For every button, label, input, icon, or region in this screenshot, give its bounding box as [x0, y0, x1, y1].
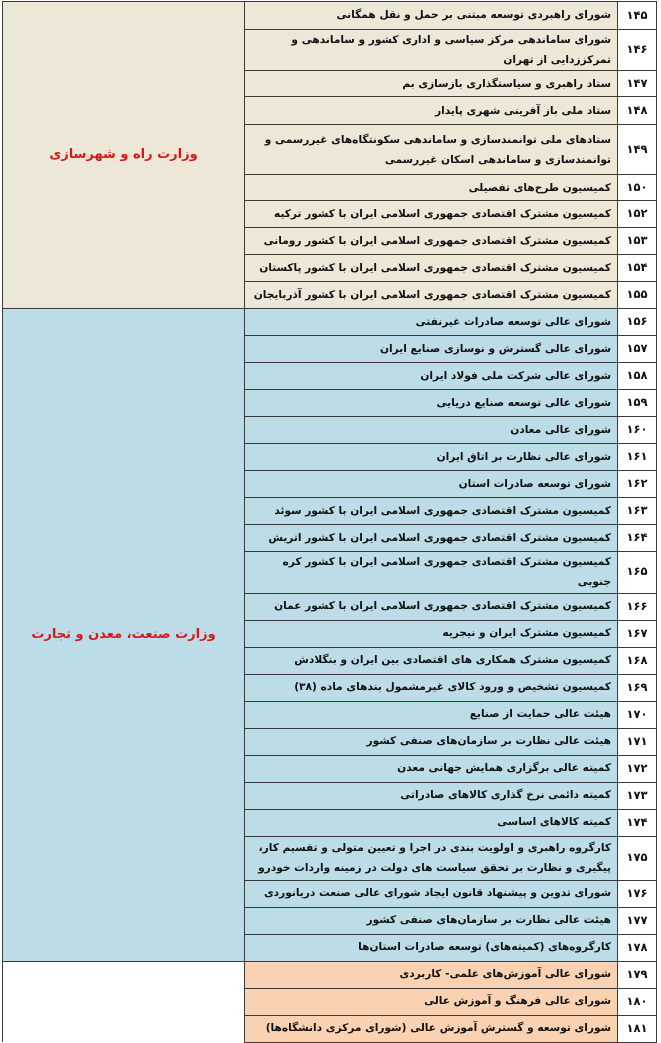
- row-number: ۱۸۰: [618, 988, 657, 1015]
- council-title: کمیسیون مشترک اقتصادی جمهوری اسلامی ایران با کشور عمان: [245, 593, 618, 620]
- council-title: کمیسیون مشترک اقتصادی جمهوری اسلامی ایران با کشور کره جنوبی: [245, 552, 618, 593]
- row-number: ۱۷۴: [618, 809, 657, 836]
- council-title: شورای عالی شرکت ملی فولاد ایران: [245, 363, 618, 390]
- council-title: شورای توسعه صادرات استان: [245, 471, 618, 498]
- council-title: ستادهای ملی توانمندسازی و ساماندهی سکونتگاه‌های غیررسمی و توانمندسازی و ساماندهی اسکان غیررسمی: [245, 125, 618, 175]
- row-number: ۱۵۰: [618, 175, 657, 201]
- row-number: ۱۵۷: [618, 336, 657, 363]
- council-title: کمیته کالاهای اساسی: [245, 809, 618, 836]
- council-title: کارگروه راهبری و اولویت بندی در اجرا و تعیین متولی و تقسیم کار، پیگیری و نظارت بر تحقق سیاست های دولت در زمینه واردات خودرو: [245, 836, 618, 880]
- row-number: ۱۶۵: [618, 552, 657, 593]
- ministry-name: وزارت راه و شهرسازی: [3, 2, 245, 309]
- table-container: [2, 1, 657, 1043]
- row-number: ۱۶۴: [618, 525, 657, 552]
- table-row: [3, 2, 657, 30]
- row-number: ۱۶۷: [618, 620, 657, 647]
- row-number: ۱۷۸: [618, 934, 657, 961]
- council-title: شورای عالی نظارت بر اتاق ایران: [245, 444, 618, 471]
- council-title: کمیسیون مشترک اقتصادی جمهوری اسلامی ایران با کشور پاکستان: [245, 255, 618, 282]
- council-title: شورای عالی گسترش و نوسازی صنایع ایران: [245, 336, 618, 363]
- council-title: هیئت عالی حمایت از صنایع: [245, 701, 618, 728]
- councils-table: [2, 1, 657, 1043]
- council-title: شورای راهبردی توسعه مبتنی بر حمل و نقل همگانی: [245, 2, 618, 30]
- row-number: ۱۵۹: [618, 390, 657, 417]
- row-number: ۱۴۸: [618, 97, 657, 125]
- council-title: شورای عالی فرهنگ و آموزش عالی: [245, 988, 618, 1015]
- row-number: ۱۷۱: [618, 728, 657, 755]
- row-number: ۱۵۴: [618, 255, 657, 282]
- council-title: کمیته دائمی نرخ گذاری کالاهای صادراتی: [245, 782, 618, 809]
- council-title: کارگروه‌های (کمیته‌های) توسعه صادرات استان‌ها: [245, 934, 618, 961]
- council-title: هیئت عالی نظارت بر سازمان‌های صنفی کشور: [245, 728, 618, 755]
- row-number: ۱۵۳: [618, 228, 657, 255]
- council-title: کمیته عالی برگزاری همایش جهانی معدن: [245, 755, 618, 782]
- council-title: شورای عالی معادن: [245, 417, 618, 444]
- row-number: ۱۷۹: [618, 961, 657, 988]
- council-title: شورای عالی آموزش‌های علمی- کاربردی: [245, 961, 618, 988]
- row-number: ۱۷۳: [618, 782, 657, 809]
- row-number: ۱۷۷: [618, 907, 657, 934]
- ministry-name: وزارت صنعت، معدن و تجارت: [3, 309, 245, 961]
- row-number: ۱۴۵: [618, 2, 657, 30]
- council-title: شورای عالی توسعه صنایع دریایی: [245, 390, 618, 417]
- ministry-name: [3, 961, 245, 1042]
- council-title: ستاد راهبری و سیاستگذاری بازسازی بم: [245, 71, 618, 97]
- council-title: کمیسیون مشترک اقتصادی جمهوری اسلامی ایران با کشور رومانی: [245, 228, 618, 255]
- row-number: ۱۵۲: [618, 201, 657, 228]
- council-title: شورای توسعه و گسترش آموزش عالی (شورای مرکزی دانشگاه‌ها): [245, 1015, 618, 1042]
- row-number: ۱۶۸: [618, 647, 657, 674]
- council-title: کمیسیون مشترک اقتصادی جمهوری اسلامی ایران با کشور سوئد: [245, 498, 618, 525]
- council-title: کمیسیون طرح‌های تفصیلی: [245, 175, 618, 201]
- council-title: هیئت عالی نظارت بر سازمان‌های صنفی کشور: [245, 907, 618, 934]
- row-number: ۱۶۲: [618, 471, 657, 498]
- row-number: ۱۷۲: [618, 755, 657, 782]
- council-title: کمیسیون مشترک اقتصادی جمهوری اسلامی ایران با کشور ترکیه: [245, 201, 618, 228]
- row-number: ۱۴۶: [618, 30, 657, 71]
- row-number: ۱۷۰: [618, 701, 657, 728]
- row-number: ۱۶۱: [618, 444, 657, 471]
- row-number: ۱۶۳: [618, 498, 657, 525]
- row-number: ۱۵۵: [618, 282, 657, 309]
- council-title: کمیسیون مشترک اقتصادی جمهوری اسلامی ایران با کشور آذربایجان: [245, 282, 618, 309]
- row-number: ۱۶۹: [618, 674, 657, 701]
- council-title: کمیسیون تشخیص و ورود کالای غیرمشمول بندهای ماده (۳۸): [245, 674, 618, 701]
- row-number: ۱۵۸: [618, 363, 657, 390]
- row-number: ۱۷۵: [618, 836, 657, 880]
- council-title: کمیسیون مشترک همکاری های اقتصادی بین ایران و بنگلادش: [245, 647, 618, 674]
- table-row: [3, 309, 657, 336]
- council-title: کمیسیون مشترک ایران و نیجریه: [245, 620, 618, 647]
- row-number: ۱۴۹: [618, 125, 657, 175]
- table-body: [3, 2, 657, 1043]
- row-number: ۱۸۱: [618, 1015, 657, 1042]
- council-title: شورای ساماندهی مرکز سیاسی و اداری کشور و ساماندهی و تمرکززدایی از تهران: [245, 30, 618, 71]
- council-title: شورای تدوین و پیشنهاد قانون ایجاد شورای عالی صنعت دریانوردی: [245, 880, 618, 907]
- council-title: شورای عالی توسعه صادرات غیرنفتی: [245, 309, 618, 336]
- table-row: [3, 961, 657, 988]
- row-number: ۱۶۰: [618, 417, 657, 444]
- row-number: ۱۶۶: [618, 593, 657, 620]
- council-title: کمیسیون مشترک اقتصادی جمهوری اسلامی ایران با کشور اتریش: [245, 525, 618, 552]
- row-number: ۱۵۶: [618, 309, 657, 336]
- council-title: ستاد ملی باز آفرینی شهری پایدار: [245, 97, 618, 125]
- row-number: ۱۷۶: [618, 880, 657, 907]
- row-number: ۱۴۷: [618, 71, 657, 97]
